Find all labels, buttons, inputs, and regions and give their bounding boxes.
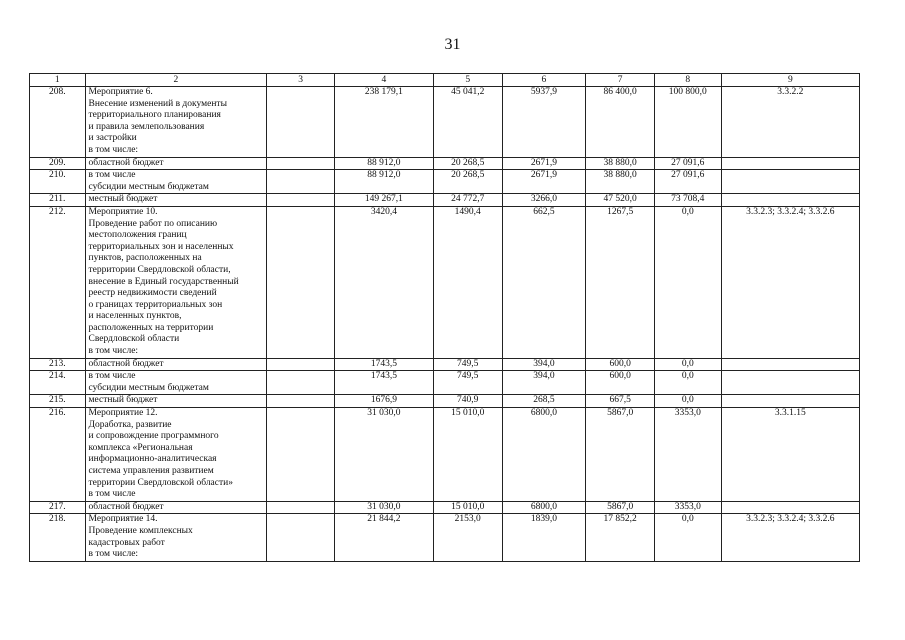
header-cell: 5 xyxy=(433,74,502,87)
row-number-cell: 216. xyxy=(30,408,86,502)
item-name-cell: Мероприятие 12. Доработка, развитие и сопровождение программного комплекса «Региональная информационно-аналитическая система управления развитием территории Свердловской области» в том числе xyxy=(85,408,267,502)
column-6-cell: 268,5 xyxy=(502,395,586,408)
column-5-cell: 749,5 xyxy=(433,371,502,395)
header-cell: 3 xyxy=(267,74,335,87)
column-5-cell: 24 772,7 xyxy=(433,194,502,207)
column-3-cell xyxy=(267,206,335,358)
column-3-cell xyxy=(267,87,335,158)
column-3-cell xyxy=(267,358,335,371)
header-cell: 8 xyxy=(654,74,721,87)
column-8-cell: 0,0 xyxy=(654,371,721,395)
column-8-cell: 0,0 xyxy=(654,395,721,408)
column-7-cell: 38 880,0 xyxy=(586,170,655,194)
column-8-cell: 73 708,4 xyxy=(654,194,721,207)
column-7-cell: 600,0 xyxy=(586,371,655,395)
column-6-cell: 5937,9 xyxy=(502,87,586,158)
table-row xyxy=(30,395,860,408)
item-name-cell: местный бюджет xyxy=(85,194,267,207)
table-row xyxy=(30,358,860,371)
row-number-cell: 214. xyxy=(30,371,86,395)
header-cell: 1 xyxy=(30,74,86,87)
table-header-row xyxy=(30,74,860,87)
header-cell: 7 xyxy=(586,74,655,87)
target-code-cell xyxy=(721,501,859,514)
table-row xyxy=(30,408,860,502)
table-row xyxy=(30,157,860,170)
column-4-cell: 238 179,1 xyxy=(334,87,433,158)
column-3-cell xyxy=(267,408,335,502)
column-6-cell: 1839,0 xyxy=(502,514,586,561)
column-5-cell: 15 010,0 xyxy=(433,501,502,514)
target-code-cell: 3.3.2.3; 3.3.2.4; 3.3.2.6 xyxy=(721,514,859,561)
column-4-cell: 1743,5 xyxy=(334,358,433,371)
column-5-cell: 45 041,2 xyxy=(433,87,502,158)
item-name-cell: Мероприятие 14. Проведение комплексных кадастровых работ в том числе: xyxy=(85,514,267,561)
row-number-cell: 215. xyxy=(30,395,86,408)
column-7-cell: 47 520,0 xyxy=(586,194,655,207)
column-5-cell: 20 268,5 xyxy=(433,170,502,194)
item-name-cell: Мероприятие 6. Внесение изменений в документы территориального планирования и правила землепользования и застройки в том числе: xyxy=(85,87,267,158)
column-7-cell: 1267,5 xyxy=(586,206,655,358)
column-3-cell xyxy=(267,194,335,207)
column-3-cell xyxy=(267,514,335,561)
column-3-cell xyxy=(267,371,335,395)
column-4-cell: 21 844,2 xyxy=(334,514,433,561)
target-code-cell: 3.3.2.3; 3.3.2.4; 3.3.2.6 xyxy=(721,206,859,358)
column-5-cell: 749,5 xyxy=(433,358,502,371)
target-code-cell xyxy=(721,371,859,395)
column-5-cell: 1490,4 xyxy=(433,206,502,358)
column-6-cell: 6800,0 xyxy=(502,408,586,502)
row-number-cell: 208. xyxy=(30,87,86,158)
column-5-cell: 15 010,0 xyxy=(433,408,502,502)
column-7-cell: 5867,0 xyxy=(586,408,655,502)
row-number-cell: 210. xyxy=(30,170,86,194)
column-8-cell: 100 800,0 xyxy=(654,87,721,158)
column-3-cell xyxy=(267,395,335,408)
table-row xyxy=(30,87,860,158)
target-code-cell xyxy=(721,358,859,371)
table-row xyxy=(30,371,860,395)
target-code-cell xyxy=(721,157,859,170)
column-8-cell: 27 091,6 xyxy=(654,157,721,170)
item-name-cell: Мероприятие 10. Проведение работ по описанию местоположения границ территориальных зон и населенных пунктов, расположенных на территории Свердловской области, внесение в Единый государственный реестр недвижимости сведений о границах территориальных зон и населенных пунктов, расположенных на территории Свердловской области в том числе: xyxy=(85,206,267,358)
column-7-cell: 667,5 xyxy=(586,395,655,408)
column-4-cell: 88 912,0 xyxy=(334,170,433,194)
column-4-cell: 149 267,1 xyxy=(334,194,433,207)
column-8-cell: 3353,0 xyxy=(654,501,721,514)
table-row xyxy=(30,194,860,207)
table-row xyxy=(30,206,860,358)
column-7-cell: 86 400,0 xyxy=(586,87,655,158)
column-6-cell: 2671,9 xyxy=(502,170,586,194)
header-cell: 9 xyxy=(721,74,859,87)
column-7-cell: 17 852,2 xyxy=(586,514,655,561)
column-8-cell: 3353,0 xyxy=(654,408,721,502)
column-8-cell: 0,0 xyxy=(654,514,721,561)
column-5-cell: 740,9 xyxy=(433,395,502,408)
column-6-cell: 394,0 xyxy=(502,358,586,371)
column-4-cell: 31 030,0 xyxy=(334,408,433,502)
target-code-cell xyxy=(721,194,859,207)
row-number-cell: 213. xyxy=(30,358,86,371)
column-4-cell: 3420,4 xyxy=(334,206,433,358)
target-code-cell xyxy=(721,170,859,194)
column-7-cell: 5867,0 xyxy=(586,501,655,514)
row-number-cell: 218. xyxy=(30,514,86,561)
column-3-cell xyxy=(267,157,335,170)
column-5-cell: 20 268,5 xyxy=(433,157,502,170)
column-6-cell: 394,0 xyxy=(502,371,586,395)
budget-table xyxy=(29,73,860,562)
column-8-cell: 27 091,6 xyxy=(654,170,721,194)
column-6-cell: 6800,0 xyxy=(502,501,586,514)
column-6-cell: 2671,9 xyxy=(502,157,586,170)
column-8-cell: 0,0 xyxy=(654,358,721,371)
table-row xyxy=(30,170,860,194)
header-cell: 6 xyxy=(502,74,586,87)
column-4-cell: 1676,9 xyxy=(334,395,433,408)
table-row xyxy=(30,501,860,514)
column-4-cell: 31 030,0 xyxy=(334,501,433,514)
column-7-cell: 600,0 xyxy=(586,358,655,371)
header-cell: 4 xyxy=(334,74,433,87)
column-4-cell: 88 912,0 xyxy=(334,157,433,170)
target-code-cell: 3.3.1.15 xyxy=(721,408,859,502)
column-6-cell: 3266,0 xyxy=(502,194,586,207)
item-name-cell: в том числе субсидии местным бюджетам xyxy=(85,371,267,395)
row-number-cell: 211. xyxy=(30,194,86,207)
row-number-cell: 217. xyxy=(30,501,86,514)
column-6-cell: 662,5 xyxy=(502,206,586,358)
target-code-cell xyxy=(721,395,859,408)
item-name-cell: областной бюджет xyxy=(85,358,267,371)
table-row xyxy=(30,514,860,561)
row-number-cell: 212. xyxy=(30,206,86,358)
column-5-cell: 2153,0 xyxy=(433,514,502,561)
item-name-cell: местный бюджет xyxy=(85,395,267,408)
target-code-cell: 3.3.2.2 xyxy=(721,87,859,158)
column-7-cell: 38 880,0 xyxy=(586,157,655,170)
header-cell: 2 xyxy=(85,74,267,87)
item-name-cell: областной бюджет xyxy=(85,157,267,170)
page-number: 31 xyxy=(444,36,461,53)
row-number-cell: 209. xyxy=(30,157,86,170)
column-8-cell: 0,0 xyxy=(654,206,721,358)
item-name-cell: областной бюджет xyxy=(85,501,267,514)
item-name-cell: в том числе субсидии местным бюджетам xyxy=(85,170,267,194)
column-3-cell xyxy=(267,170,335,194)
column-4-cell: 1743,5 xyxy=(334,371,433,395)
column-3-cell xyxy=(267,501,335,514)
